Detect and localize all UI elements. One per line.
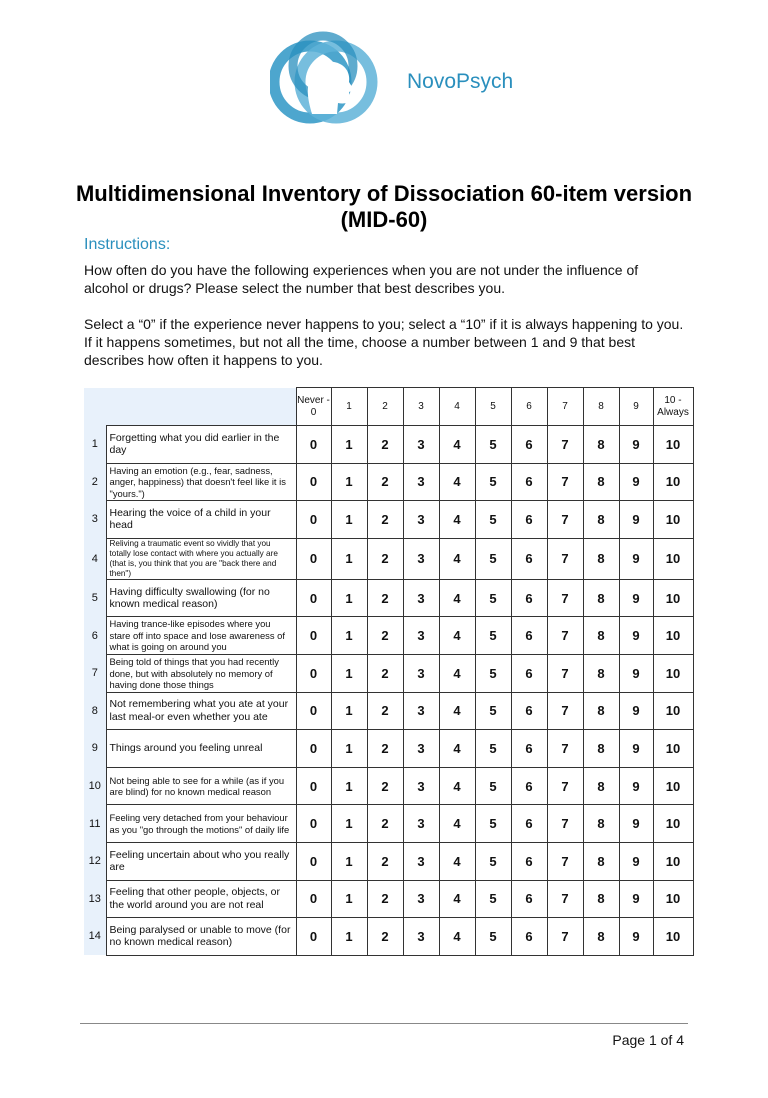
rating-option-5[interactable]: 5 (475, 538, 511, 579)
rating-option-5[interactable]: 5 (475, 730, 511, 768)
item-text: Reliving a traumatic event so vividly that you totally lose contact with where you actually are (that is, you think that you are "back there and then") (106, 538, 296, 579)
rating-option-1[interactable]: 1 (331, 538, 367, 579)
rating-option-7[interactable]: 7 (547, 538, 583, 579)
scale-header: 4 (439, 388, 475, 426)
rating-option-0[interactable]: 0 (296, 617, 331, 655)
rating-option-6[interactable]: 6 (511, 842, 547, 880)
rating-option-6[interactable]: 6 (511, 767, 547, 805)
scale-header: 6 (511, 388, 547, 426)
rating-option-8[interactable]: 8 (583, 501, 619, 539)
rating-option-5[interactable]: 5 (475, 617, 511, 655)
table-row (84, 463, 693, 501)
document-title: Multidimensional Inventory of Dissociation 60-item version (MID-60) (75, 181, 693, 232)
rating-option-4[interactable]: 4 (439, 426, 475, 464)
scale-header: 8 (583, 388, 619, 426)
rating-option-2[interactable]: 2 (367, 692, 403, 730)
item-text: Having difficulty swallowing (for no known medical reason) (106, 579, 296, 617)
rating-option-9[interactable]: 9 (619, 538, 653, 579)
rating-option-6[interactable]: 6 (511, 805, 547, 843)
scale-header: 1 (331, 388, 367, 426)
scale-header-row (84, 388, 693, 426)
rating-option-1[interactable]: 1 (331, 426, 367, 464)
rating-option-8[interactable]: 8 (583, 617, 619, 655)
rating-option-1[interactable]: 1 (331, 692, 367, 730)
item-text: Being paralysed or unable to move (for no known medical reason) (106, 918, 296, 956)
item-number: 7 (84, 654, 106, 692)
table-row (84, 880, 693, 918)
rating-option-9[interactable]: 9 (619, 654, 653, 692)
rating-option-4[interactable]: 4 (439, 617, 475, 655)
rating-option-1[interactable]: 1 (331, 501, 367, 539)
rating-option-2[interactable]: 2 (367, 617, 403, 655)
inventory-table (84, 387, 694, 956)
rating-option-0[interactable]: 0 (296, 426, 331, 464)
rating-option-0[interactable]: 0 (296, 730, 331, 768)
item-rows (84, 426, 693, 956)
rating-option-2[interactable]: 2 (367, 918, 403, 956)
rating-option-3[interactable]: 3 (403, 538, 439, 579)
rating-option-3[interactable]: 3 (403, 880, 439, 918)
rating-option-8[interactable]: 8 (583, 579, 619, 617)
table-row (84, 538, 693, 579)
rating-option-2[interactable]: 2 (367, 463, 403, 501)
table-row (84, 501, 693, 539)
rating-option-7[interactable]: 7 (547, 617, 583, 655)
item-text: Not being able to see for a while (as if you are blind) for no known medical reason (106, 767, 296, 805)
rating-option-5[interactable]: 5 (475, 805, 511, 843)
table-row (84, 654, 693, 692)
rating-option-7[interactable]: 7 (547, 805, 583, 843)
rating-option-9[interactable]: 9 (619, 918, 653, 956)
rating-option-3[interactable]: 3 (403, 767, 439, 805)
rating-option-4[interactable]: 4 (439, 880, 475, 918)
rating-option-6[interactable]: 6 (511, 880, 547, 918)
rating-option-7[interactable]: 7 (547, 730, 583, 768)
rating-option-9[interactable]: 9 (619, 426, 653, 464)
rating-option-6[interactable]: 6 (511, 654, 547, 692)
rating-option-1[interactable]: 1 (331, 805, 367, 843)
rating-option-4[interactable]: 4 (439, 842, 475, 880)
rating-option-10[interactable]: 10 (653, 767, 693, 805)
rating-option-4[interactable]: 4 (439, 767, 475, 805)
rating-option-8[interactable]: 8 (583, 730, 619, 768)
rating-option-5[interactable]: 5 (475, 767, 511, 805)
rating-option-4[interactable]: 4 (439, 805, 475, 843)
rating-option-5[interactable]: 5 (475, 501, 511, 539)
scale-header: 9 (619, 388, 653, 426)
rating-option-8[interactable]: 8 (583, 426, 619, 464)
item-number: 4 (84, 538, 106, 579)
rating-option-9[interactable]: 9 (619, 767, 653, 805)
rating-option-3[interactable]: 3 (403, 918, 439, 956)
rating-option-10[interactable]: 10 (653, 692, 693, 730)
rating-option-3[interactable]: 3 (403, 730, 439, 768)
rating-option-2[interactable]: 2 (367, 767, 403, 805)
rating-option-4[interactable]: 4 (439, 463, 475, 501)
instructions-paragraph-2: Select a “0” if the experience never happens to you; select a “10” if it is always happening to you. If it happens sometimes, but not all the time, choose a number between 1 and 9 that best describes how often it happens to you. (84, 316, 684, 368)
rating-option-7[interactable]: 7 (547, 767, 583, 805)
rating-option-4[interactable]: 4 (439, 918, 475, 956)
rating-option-9[interactable]: 9 (619, 805, 653, 843)
rating-option-1[interactable]: 1 (331, 654, 367, 692)
rating-option-5[interactable]: 5 (475, 692, 511, 730)
rating-option-4[interactable]: 4 (439, 730, 475, 768)
rating-option-6[interactable]: 6 (511, 730, 547, 768)
rating-option-3[interactable]: 3 (403, 654, 439, 692)
item-number: 1 (84, 426, 106, 464)
item-text: Having trance-like episodes where you stare off into space and lose awareness of what is going on around you (106, 617, 296, 655)
table-row (84, 617, 693, 655)
rating-option-8[interactable]: 8 (583, 538, 619, 579)
rating-option-10[interactable]: 10 (653, 805, 693, 843)
instructions-heading: Instructions: (84, 236, 171, 253)
rating-option-9[interactable]: 9 (619, 501, 653, 539)
rating-option-7[interactable]: 7 (547, 426, 583, 464)
rating-option-9[interactable]: 9 (619, 463, 653, 501)
rating-option-9[interactable]: 9 (619, 692, 653, 730)
item-text: Things around you feeling unreal (106, 730, 296, 768)
table-row (84, 426, 693, 464)
item-text: Not remembering what you ate at your last meal-or even whether you ate (106, 692, 296, 730)
rating-option-7[interactable]: 7 (547, 918, 583, 956)
rating-option-9[interactable]: 9 (619, 730, 653, 768)
rating-option-9[interactable]: 9 (619, 617, 653, 655)
rating-option-3[interactable]: 3 (403, 426, 439, 464)
rating-option-8[interactable]: 8 (583, 654, 619, 692)
rating-option-10[interactable]: 10 (653, 654, 693, 692)
header-number-cell (84, 388, 106, 426)
rating-option-7[interactable]: 7 (547, 842, 583, 880)
item-text: Feeling uncertain about who you really are (106, 842, 296, 880)
rating-option-1[interactable]: 1 (331, 880, 367, 918)
rating-option-1[interactable]: 1 (331, 463, 367, 501)
rating-option-6[interactable]: 6 (511, 617, 547, 655)
item-number: 2 (84, 463, 106, 501)
rating-option-7[interactable]: 7 (547, 463, 583, 501)
rating-option-1[interactable]: 1 (331, 579, 367, 617)
rating-option-8[interactable]: 8 (583, 463, 619, 501)
rating-option-6[interactable]: 6 (511, 463, 547, 501)
table-row (84, 805, 693, 843)
rating-option-2[interactable]: 2 (367, 654, 403, 692)
rating-option-6[interactable]: 6 (511, 918, 547, 956)
page-number: Page 1 of 4 (612, 1032, 684, 1048)
rating-option-7[interactable]: 7 (547, 692, 583, 730)
item-text: Feeling very detached from your behaviour as you "go through the motions" of daily life (106, 805, 296, 843)
item-text: Hearing the voice of a child in your head (106, 501, 296, 539)
rating-option-10[interactable]: 10 (653, 880, 693, 918)
item-text: Forgetting what you did earlier in the day (106, 426, 296, 464)
rating-option-8[interactable]: 8 (583, 842, 619, 880)
rating-option-3[interactable]: 3 (403, 805, 439, 843)
rating-option-0[interactable]: 0 (296, 918, 331, 956)
rating-option-0[interactable]: 0 (296, 463, 331, 501)
rating-option-0[interactable]: 0 (296, 501, 331, 539)
item-text: Feeling that other people, objects, or the world around you are not real (106, 880, 296, 918)
rating-option-2[interactable]: 2 (367, 501, 403, 539)
brand-name: NovoPsych (407, 70, 514, 93)
rating-option-5[interactable]: 5 (475, 880, 511, 918)
rating-option-8[interactable]: 8 (583, 805, 619, 843)
rating-option-5[interactable]: 5 (475, 918, 511, 956)
rating-option-4[interactable]: 4 (439, 654, 475, 692)
rating-option-6[interactable]: 6 (511, 426, 547, 464)
rating-option-10[interactable]: 10 (653, 730, 693, 768)
item-number: 3 (84, 501, 106, 539)
rating-option-8[interactable]: 8 (583, 692, 619, 730)
novopsych-logo (270, 30, 380, 132)
rating-option-9[interactable]: 9 (619, 579, 653, 617)
item-number: 5 (84, 579, 106, 617)
table-row (84, 692, 693, 730)
rating-option-0[interactable]: 0 (296, 692, 331, 730)
scale-header: 2 (367, 388, 403, 426)
rating-option-1[interactable]: 1 (331, 842, 367, 880)
scale-header: 3 (403, 388, 439, 426)
rating-option-10[interactable]: 10 (653, 842, 693, 880)
scale-header: 5 (475, 388, 511, 426)
rating-option-9[interactable]: 9 (619, 842, 653, 880)
rating-option-4[interactable]: 4 (439, 538, 475, 579)
footer-divider (80, 1023, 688, 1024)
rating-option-9[interactable]: 9 (619, 880, 653, 918)
rating-option-8[interactable]: 8 (583, 918, 619, 956)
scale-header: Never - 0 (296, 388, 331, 426)
item-number: 12 (84, 842, 106, 880)
rating-option-1[interactable]: 1 (331, 918, 367, 956)
instructions-paragraph-1: How often do you have the following experiences when you are not under the influence of alcohol or drugs? Please select the number that best describes you. (84, 262, 639, 296)
scale-header: 10 - Always (653, 388, 693, 426)
rating-option-8[interactable]: 8 (583, 880, 619, 918)
item-number: 10 (84, 767, 106, 805)
rating-option-10[interactable]: 10 (653, 463, 693, 501)
rating-option-7[interactable]: 7 (547, 654, 583, 692)
rating-option-6[interactable]: 6 (511, 692, 547, 730)
rating-option-5[interactable]: 5 (475, 463, 511, 501)
header-item-cell (106, 388, 296, 426)
item-number: 14 (84, 918, 106, 956)
rating-option-5[interactable]: 5 (475, 426, 511, 464)
rating-option-3[interactable]: 3 (403, 842, 439, 880)
rating-option-1[interactable]: 1 (331, 730, 367, 768)
table-row (84, 918, 693, 956)
rating-option-5[interactable]: 5 (475, 579, 511, 617)
table-row (84, 579, 693, 617)
item-number: 9 (84, 730, 106, 768)
rating-option-8[interactable]: 8 (583, 767, 619, 805)
rating-option-6[interactable]: 6 (511, 538, 547, 579)
rating-option-1[interactable]: 1 (331, 767, 367, 805)
rating-option-5[interactable]: 5 (475, 654, 511, 692)
table-row (84, 767, 693, 805)
rating-option-7[interactable]: 7 (547, 880, 583, 918)
rating-option-7[interactable]: 7 (547, 501, 583, 539)
rating-option-7[interactable]: 7 (547, 579, 583, 617)
scale-header: 7 (547, 388, 583, 426)
rating-option-0[interactable]: 0 (296, 654, 331, 692)
item-number: 6 (84, 617, 106, 655)
rating-option-3[interactable]: 3 (403, 692, 439, 730)
rating-option-0[interactable]: 0 (296, 842, 331, 880)
rating-option-2[interactable]: 2 (367, 579, 403, 617)
rating-option-10[interactable]: 10 (653, 579, 693, 617)
rating-option-3[interactable]: 3 (403, 617, 439, 655)
rating-option-4[interactable]: 4 (439, 692, 475, 730)
rating-option-0[interactable]: 0 (296, 805, 331, 843)
rating-option-6[interactable]: 6 (511, 579, 547, 617)
rating-option-0[interactable]: 0 (296, 880, 331, 918)
rating-option-0[interactable]: 0 (296, 767, 331, 805)
rating-option-3[interactable]: 3 (403, 501, 439, 539)
rating-option-4[interactable]: 4 (439, 501, 475, 539)
table-row (84, 842, 693, 880)
item-text: Being told of things that you had recently done, but with absolutely no memory of having done those things (106, 654, 296, 692)
rating-option-10[interactable]: 10 (653, 918, 693, 956)
rating-option-1[interactable]: 1 (331, 617, 367, 655)
rating-option-3[interactable]: 3 (403, 579, 439, 617)
rating-option-4[interactable]: 4 (439, 579, 475, 617)
item-number: 8 (84, 692, 106, 730)
table-row (84, 730, 693, 768)
item-number: 11 (84, 805, 106, 843)
rating-option-3[interactable]: 3 (403, 463, 439, 501)
rating-option-10[interactable]: 10 (653, 538, 693, 579)
rating-option-6[interactable]: 6 (511, 501, 547, 539)
rating-option-2[interactable]: 2 (367, 538, 403, 579)
rating-option-0[interactable]: 0 (296, 579, 331, 617)
rating-option-2[interactable]: 2 (367, 880, 403, 918)
rating-option-2[interactable]: 2 (367, 730, 403, 768)
rating-option-10[interactable]: 10 (653, 617, 693, 655)
rating-option-5[interactable]: 5 (475, 842, 511, 880)
rating-option-10[interactable]: 10 (653, 501, 693, 539)
rating-option-2[interactable]: 2 (367, 805, 403, 843)
rating-option-2[interactable]: 2 (367, 842, 403, 880)
rating-option-10[interactable]: 10 (653, 426, 693, 464)
item-text: Having an emotion (e.g., fear, sadness, anger, happiness) that doesn't feel like it is "yours.") (106, 463, 296, 501)
item-number: 13 (84, 880, 106, 918)
rating-option-0[interactable]: 0 (296, 538, 331, 579)
rating-option-2[interactable]: 2 (367, 426, 403, 464)
